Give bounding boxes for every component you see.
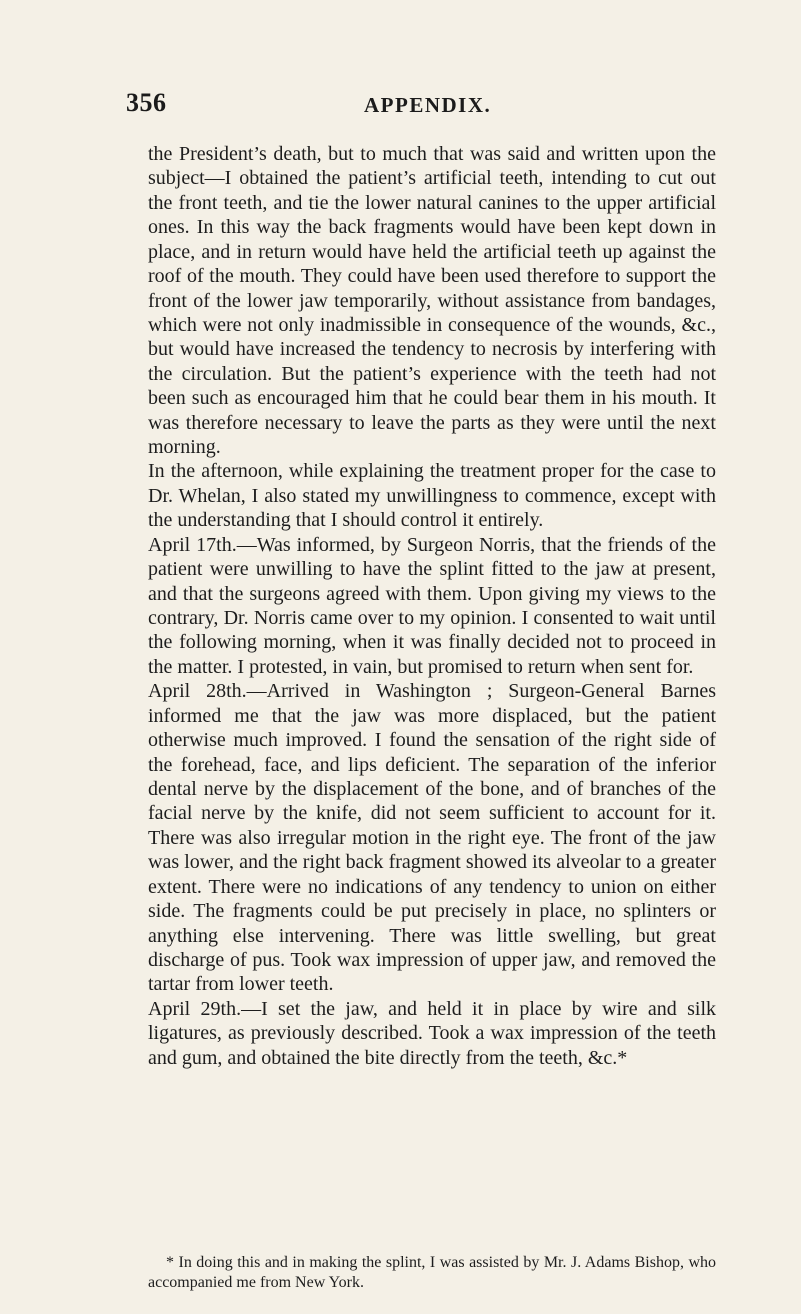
- paragraph-april-28: April 28th.—Arrived in Washington ; Surgeon-General Barnes informed me that the jaw was more displaced, but the patient otherwise much improved. I found the sensation of the right side of the forehead, face, and lips deficient. The separation of the inferior dental nerve by the displacement of the bone, and of branches of the facial nerve by the knife, did not seem sufficient to account for it. There was also irregular motion in the right eye. The front of the jaw was lower, and the right back fragment showed its alveolar to a greater extent. There were no indications of any tendency to union on either side. The fragments could be put precisely in place, no splinters or anything else intervening. There was little swelling, but great discharge of pus. Took wax impression of upper jaw, and removed the tartar from lower teeth.: [148, 680, 716, 996]
- paragraph-afternoon: In the afternoon, while explaining the treatment proper for the case to Dr. Whelan, I also stated my unwillingness to commence, except with the understanding that I should control it entirely.: [148, 460, 716, 532]
- footnote: * In doing this and in making the splint, I was assisted by Mr. J. Adams Bishop, who accompanied me from New York.: [148, 1254, 716, 1291]
- paragraph-april-29: April 29th.—I set the jaw, and held it in place by wire and silk ligatures, as previously described. Took a wax impression of the teeth and gum, and obtained the bite directly from the teeth, &c.*: [148, 997, 716, 1069]
- page-header: [126, 88, 726, 122]
- page-number: 356: [126, 88, 167, 117]
- running-head: APPENDIX.: [364, 93, 492, 117]
- body-text: [148, 142, 716, 1070]
- paragraph-president-death: the President’s death, but to much that was said and written upon the subject—I obtained the patient’s artificial teeth, intending to cut out the front teeth, and tie the lower natural canines to the upper artificial ones. In this way the back fragments would have been kept down in place, and in return would have held the artificial teeth up against the roof of the mouth. They could have been used therefore to support the front of the lower jaw temporarily, without assistance from bandages, which were not only inadmissible in consequence of the wounds, &c., but would have increased the tendency to necrosis by interfering with the circulation. But the patient’s experience with the teeth had not been such as encouraged him that he could bear them in his mouth. It was therefore necessary to leave the parts as they were until the next morning.: [148, 143, 716, 459]
- paragraph-april-17: April 17th.—Was informed, by Surgeon Norris, that the friends of the patient were unwilling to have the splint fitted to the jaw at present, and that the surgeons agreed with them. Upon giving my views to the contrary, Dr. Norris came over to my opinion. I consented to wait until the following morning, when it was finally decided not to proceed in the matter. I protested, in vain, but promised to return when sent for.: [148, 533, 716, 678]
